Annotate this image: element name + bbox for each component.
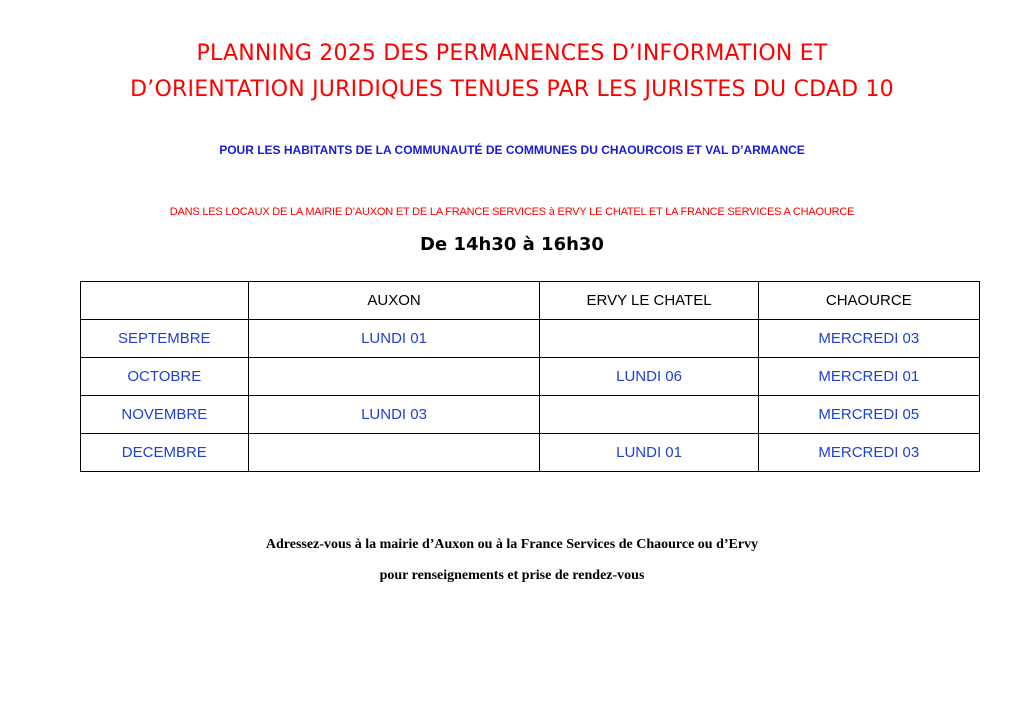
table-row	[81, 434, 980, 472]
locations-text: DANS LES LOCAUX DE LA MAIRIE D’AUXON ET DE LA FRANCE SERVICES à ERVY LE CHATEL ET LA FRANCE SERVICES A CHAOURCE	[169, 206, 855, 218]
header-cell-empty	[81, 282, 249, 320]
contact-note-line-1: Adressez-vous à la mairie d’Auxon ou à la France Services de Chaource ou d’Ervy	[265, 537, 759, 552]
planning-table	[80, 281, 980, 472]
ervy-cell: LUNDI 06	[540, 358, 758, 396]
month-cell: SEPTEMBRE	[81, 320, 249, 358]
ervy-cell: LUNDI 01	[540, 434, 758, 472]
audience-subtitle: POUR LES HABITANTS DE LA COMMUNAUTÉ DE COMMUNES DU CHAOURCOIS ET VAL D’ARMANCE	[219, 143, 805, 157]
chaource-cell: MERCREDI 05	[758, 396, 979, 434]
auxon-cell	[248, 434, 540, 472]
month-cell: NOVEMBRE	[81, 396, 249, 434]
table-header-row	[81, 282, 980, 320]
auxon-cell	[248, 358, 540, 396]
contact-note-line-2: pour renseignements et prise de rendez-vous	[379, 568, 645, 583]
page-title-line-1: PLANNING 2025 DES PERMANENCES D’INFORMATION ET	[196, 41, 828, 66]
page-title	[0, 36, 1024, 108]
auxon-cell: LUNDI 03	[248, 396, 540, 434]
chaource-cell: MERCREDI 03	[758, 434, 979, 472]
month-cell: DECEMBRE	[81, 434, 249, 472]
header-cell-chaource: CHAOURCE	[758, 282, 979, 320]
month-cell: OCTOBRE	[81, 358, 249, 396]
table-row	[81, 396, 980, 434]
table-row	[81, 358, 980, 396]
page-title-line-2: D’ORIENTATION JURIDIQUES TENUES PAR LES JURISTES DU CDAD 10	[130, 77, 894, 102]
ervy-cell	[540, 320, 758, 358]
header-cell-ervy: ERVY LE CHATEL	[540, 282, 758, 320]
table-row	[81, 320, 980, 358]
auxon-cell: LUNDI 01	[248, 320, 540, 358]
chaource-cell: MERCREDI 03	[758, 320, 979, 358]
chaource-cell: MERCREDI 01	[758, 358, 979, 396]
header-cell-auxon: AUXON	[248, 282, 540, 320]
hours-heading: De 14h30 à 16h30	[420, 234, 604, 255]
ervy-cell	[540, 396, 758, 434]
